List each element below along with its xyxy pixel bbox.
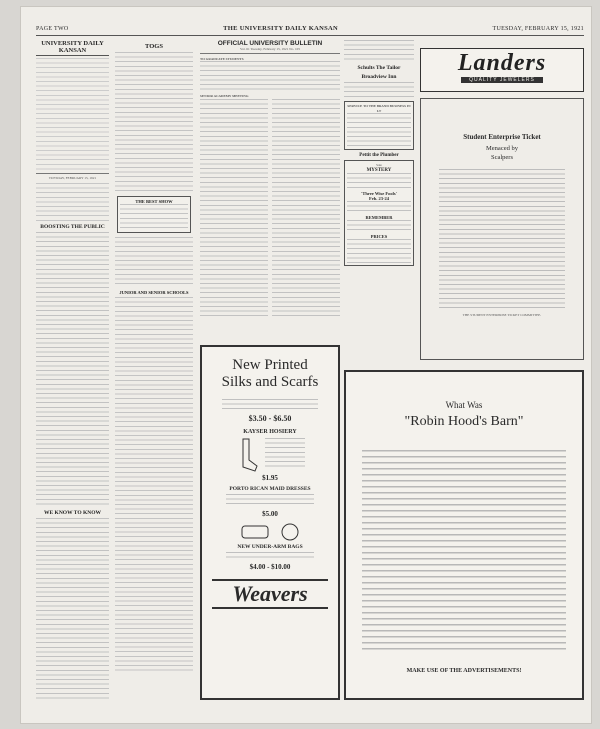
hosiery-price: $1.95 [262,474,278,482]
hosiery-title: KAYSER HOSIERY [243,429,297,435]
robin-hood-footer: MAKE USE OF THE ADVERTISEMENTS! [406,668,522,674]
schults-tailor-ad: Schults The Tailor [357,65,401,71]
page-number: PAGE TWO [36,25,69,32]
handbag-icon-round [280,522,300,542]
editorial-headline-2: WE KNOW TO KNOW [44,509,101,516]
ticket-body [439,169,565,309]
page-header [36,22,584,36]
mystery-body-2 [347,201,411,215]
play-dates: Feb. 23-24 [369,195,389,201]
bags-description [226,552,314,561]
ticket-signoff: THE STUDENT ENTERPRISE TICKET COMMITTEE. [462,313,542,317]
editorial-intro [36,183,109,221]
masthead-info [36,58,109,173]
weavers-headline-2: Silks and Scarfs [221,374,319,390]
bulletin-volume: Vol. 61 Tuesday, February 15, 1921 No. 105 [200,47,340,54]
editorial-headline-1: BOOSTING THE PUBLIC [40,223,105,230]
official-bulletin [200,40,340,340]
bulletin-article-left [200,99,268,317]
news-body-2a [115,237,193,287]
robin-hood-title-1: What Was [445,400,483,410]
togs-headline: TOGS [145,43,163,50]
junior-senior-headline: JUNIOR AND SENIOR SCHOOLS [119,290,189,295]
ticket-subtitle-1: Menaced by [486,145,518,152]
divider [36,173,109,174]
dresses-description [226,494,314,508]
bulletin-notice-head-2: SENIOR ACADEMY MEETING [200,94,249,99]
date-line: TUESDAY, FEBRUARY 15, 1921 [48,176,97,180]
show-notice-body [120,204,188,230]
silks-description [222,399,318,411]
mystery-body-3 [347,220,411,234]
prices-label: PRICES [370,233,388,239]
bag-illustrations [202,522,338,542]
show-notice-title: THE BEST SHOW [135,199,173,204]
mystery-sale-top: Sale [376,163,382,168]
classified-notes [344,40,414,62]
bulletin-title: OFFICIAL UNIVERSITY BULLETIN [217,40,323,47]
ticket-subtitle-2: Scalpers [490,154,514,161]
weavers-ad [200,345,340,700]
issue-date: TUESDAY, FEBRUARY 15, 1921 [492,25,584,32]
remember-label: REMEMBER [365,214,393,220]
play-title: 'Three Wise Fools' [361,190,397,196]
masthead-title: UNIVERSITY DAILY KANSAN [36,40,109,56]
bags-title: NEW UNDER-ARM BAGS [237,544,303,550]
mystery-sale-box [344,160,414,266]
togs-body [115,52,193,192]
bulletin-notice-body-1 [200,61,340,91]
service-body [347,113,411,147]
service-title: SERVICE TO THE BRAND BUSINESS IN LT [347,104,411,113]
hosiery-block [202,438,338,472]
handbag-icon [240,522,270,540]
landers-ad [420,48,584,92]
mystery-title: MYSTERY [366,167,392,173]
broadview-body [344,82,414,98]
editorial-body-1 [36,232,109,507]
newspaper-name: THE UNIVERSITY DAILY KANSAN [223,25,338,32]
dresses-price: $5.00 [262,510,278,518]
bulletin-notice-head-1: TO GRADUATE STUDENTS [200,56,244,61]
landers-logo: Landers [457,50,547,76]
service-box [344,101,414,150]
weavers-logo: Weavers [212,579,328,609]
ticket-title: Student Enterprise Ticket [463,133,541,141]
stocking-icon [235,438,259,472]
mystery-body [347,173,411,191]
robin-hood-body [362,450,566,650]
student-ticket-notice [420,98,584,360]
bulletin-article-right [272,99,340,317]
robin-hood-title-2: "Robin Hood's Barn" [404,414,524,429]
weavers-headline-1: New Printed [232,357,308,373]
show-notice-box [117,196,191,233]
news-column-2 [115,40,193,700]
local-ads-column [344,40,414,340]
bags-price: $4.00 - $10.00 [249,563,291,571]
dresses-title: PORTO RICAN MAID DRESSES [229,486,311,492]
news-body-2b [115,297,193,672]
price-list [347,239,411,263]
editorial-body-2 [36,518,109,700]
broadview-inn-ad: Broadview Inn [361,74,397,80]
robin-hood-ad [344,370,584,700]
bulletin-articles [200,99,340,317]
landers-tagline: QUALITY JEWELERS [461,77,543,83]
pettit-plumber-ad: Pettit the Plumber [359,153,399,159]
editorial-column [36,40,109,700]
hosiery-list [265,438,305,468]
silks-price: $3.50 - $6.50 [248,414,292,423]
